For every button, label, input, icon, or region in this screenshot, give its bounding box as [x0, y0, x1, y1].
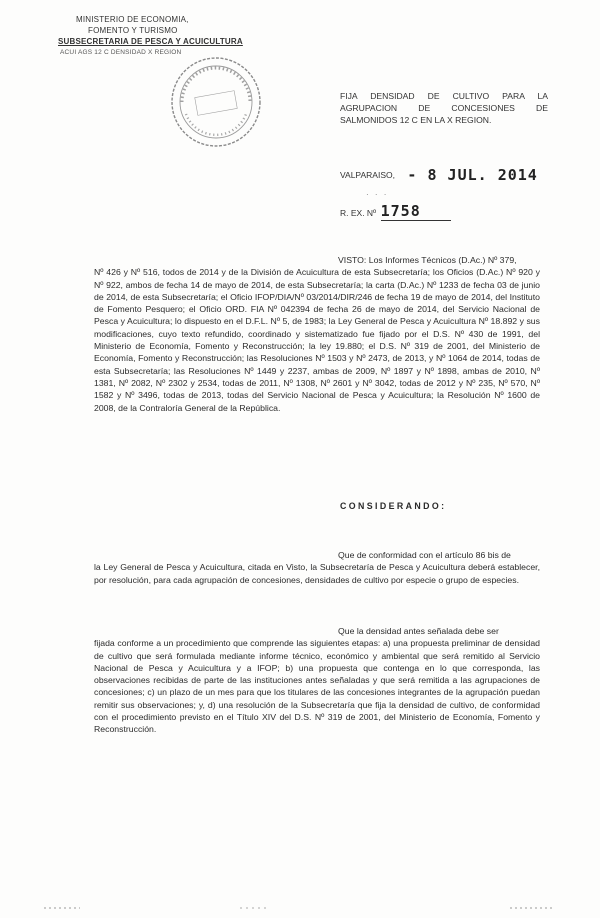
resolution-subject: FIJA DENSIDAD DE CULTIVO PARA LA AGRUPACION DE CONCESIONES DE SALMONIDOS 12 C EN LA X REGION.	[340, 91, 548, 125]
ministry-header	[58, 14, 278, 58]
considerando-paragraph-1	[94, 549, 540, 586]
dateline	[340, 166, 538, 184]
considerando-heading: CONSIDERANDO:	[340, 501, 447, 511]
resolution-number: 1758	[381, 202, 451, 221]
ministry-name-line2: FOMENTO Y TURISMO	[88, 26, 178, 35]
visto-paragraph	[94, 254, 540, 414]
official-seal-icon	[168, 54, 264, 150]
considerando-1-body: la Ley General de Pesca y Acuicultura, citada en Visto, la Subsecretaría de Pesca y Acuicultura deberá establecer, por resolución, para cada agrupación de concesiones, densidades de cultivo por especie o grupo de especies.	[94, 562, 540, 585]
considerando-paragraph-2	[94, 625, 540, 736]
resolution-number-label: R. EX. Nº	[340, 208, 377, 218]
subsecretaria-name: SUBSECRETARIA DE PESCA Y ACUICULTURA	[58, 37, 243, 46]
ministry-name-line1: MINISTERIO DE ECONOMIA,	[76, 15, 189, 24]
dateline-city: VALPARAISO,	[340, 170, 395, 180]
scan-artifact-marks	[40, 904, 560, 912]
document-reference: ACUI AGS 12 C DENSIDAD X REGION	[60, 49, 182, 56]
considerando-1-lead: Que de conformidad con el artículo 86 bis de	[338, 550, 511, 560]
resolution-number-line	[340, 202, 451, 221]
dateline-date-stamp: - 8 JUL. 2014	[407, 166, 538, 184]
considerando-2-body: fijada conforme a un procedimiento que comprende las siguientes etapas: a) una propuesta preliminar de densidad de cultivo que será formulada mediante informe técnico, económico y ambiental que será remitido al Servicio Nacional de Pesca y Acuicultura y a IFOP; b) una propuesta que contenga en lo que corresponda, las observaciones recibidas de parte de las instituciones antes señaladas y que será remitida a las agrupaciones de concesiones; c) un plazo de un mes para que los titulares de las concesiones integrantes de la agrupación puedan remitir sus observaciones; y, d) una resolución de la Subsecretaría que fija la densidad de cultivo, de conformidad con el procedimiento previsto en el Título XIV del D.S. Nº 319 de 2001, del Ministerio de Economía, Fomento y Reconstrucción.	[94, 638, 540, 735]
visto-body: Nº 426 y Nº 516, todos de 2014 y de la División de Acuicultura de esta Subsecretaría; los Oficios (D.Ac.) Nº 920 y Nº 922, ambos de fecha 14 de mayo de 2014, de esta Subsecretaría; la carta (D.Ac.) Nº 1233 de fecha 03 de junio de 2014, de esta Subsecretaría; el Oficio IFOP/DIA/Nº 03/2014/DIR/246 de fecha 19 de mayo de 2014, del Instituto de Fomento Pesquero; el Oficio ORD. FIA Nº 042394 de fecha 26 de mayo de 2014, del Servicio Nacional de Pesca y Acuicultura; lo dispuesto en el D.F.L. Nº 5, de 1983; la Ley General de Pesca y Acuicultura Nº 18.892 y sus modificaciones, cuyo texto refundido, coordinado y sistematizado fue fijado por el D.S. Nº 430 de 1991, del Ministerio de Economía, Fomento y Reconstrucción; la ley 19.880; el D.S. Nº 319 de 2001, del Ministerio de Economía, Fomento y Reconstrucción; las Resoluciones Nº 1503 y Nº 2473, de 2013, y Nº 1064 de 2014, todas de esta Subsecretaría; las Resoluciones Nº 1449 y 2237, ambas de 2009, Nº 1897 y Nº 1898, ambas de 2010, Nº 1381, Nº 2082, Nº 2302 y 2534, todas de 2011, Nº 1308, Nº 2601 y Nº 3042, todas de 2012 y Nº 235, Nº 570, Nº 1582 y Nº 3496, todas de 2013, todas del Servicio Nacional de Pesca y Acuicultura; la Resolución Nº 1600 de 2008, de la Contraloría General de la República.	[94, 267, 540, 413]
separator-dots: · · ·	[366, 190, 389, 199]
visto-lead: VISTO: Los Informes Técnicos (D.Ac.) Nº 379,	[338, 255, 517, 265]
considerando-2-lead: Que la densidad antes señalada debe ser	[338, 626, 499, 636]
